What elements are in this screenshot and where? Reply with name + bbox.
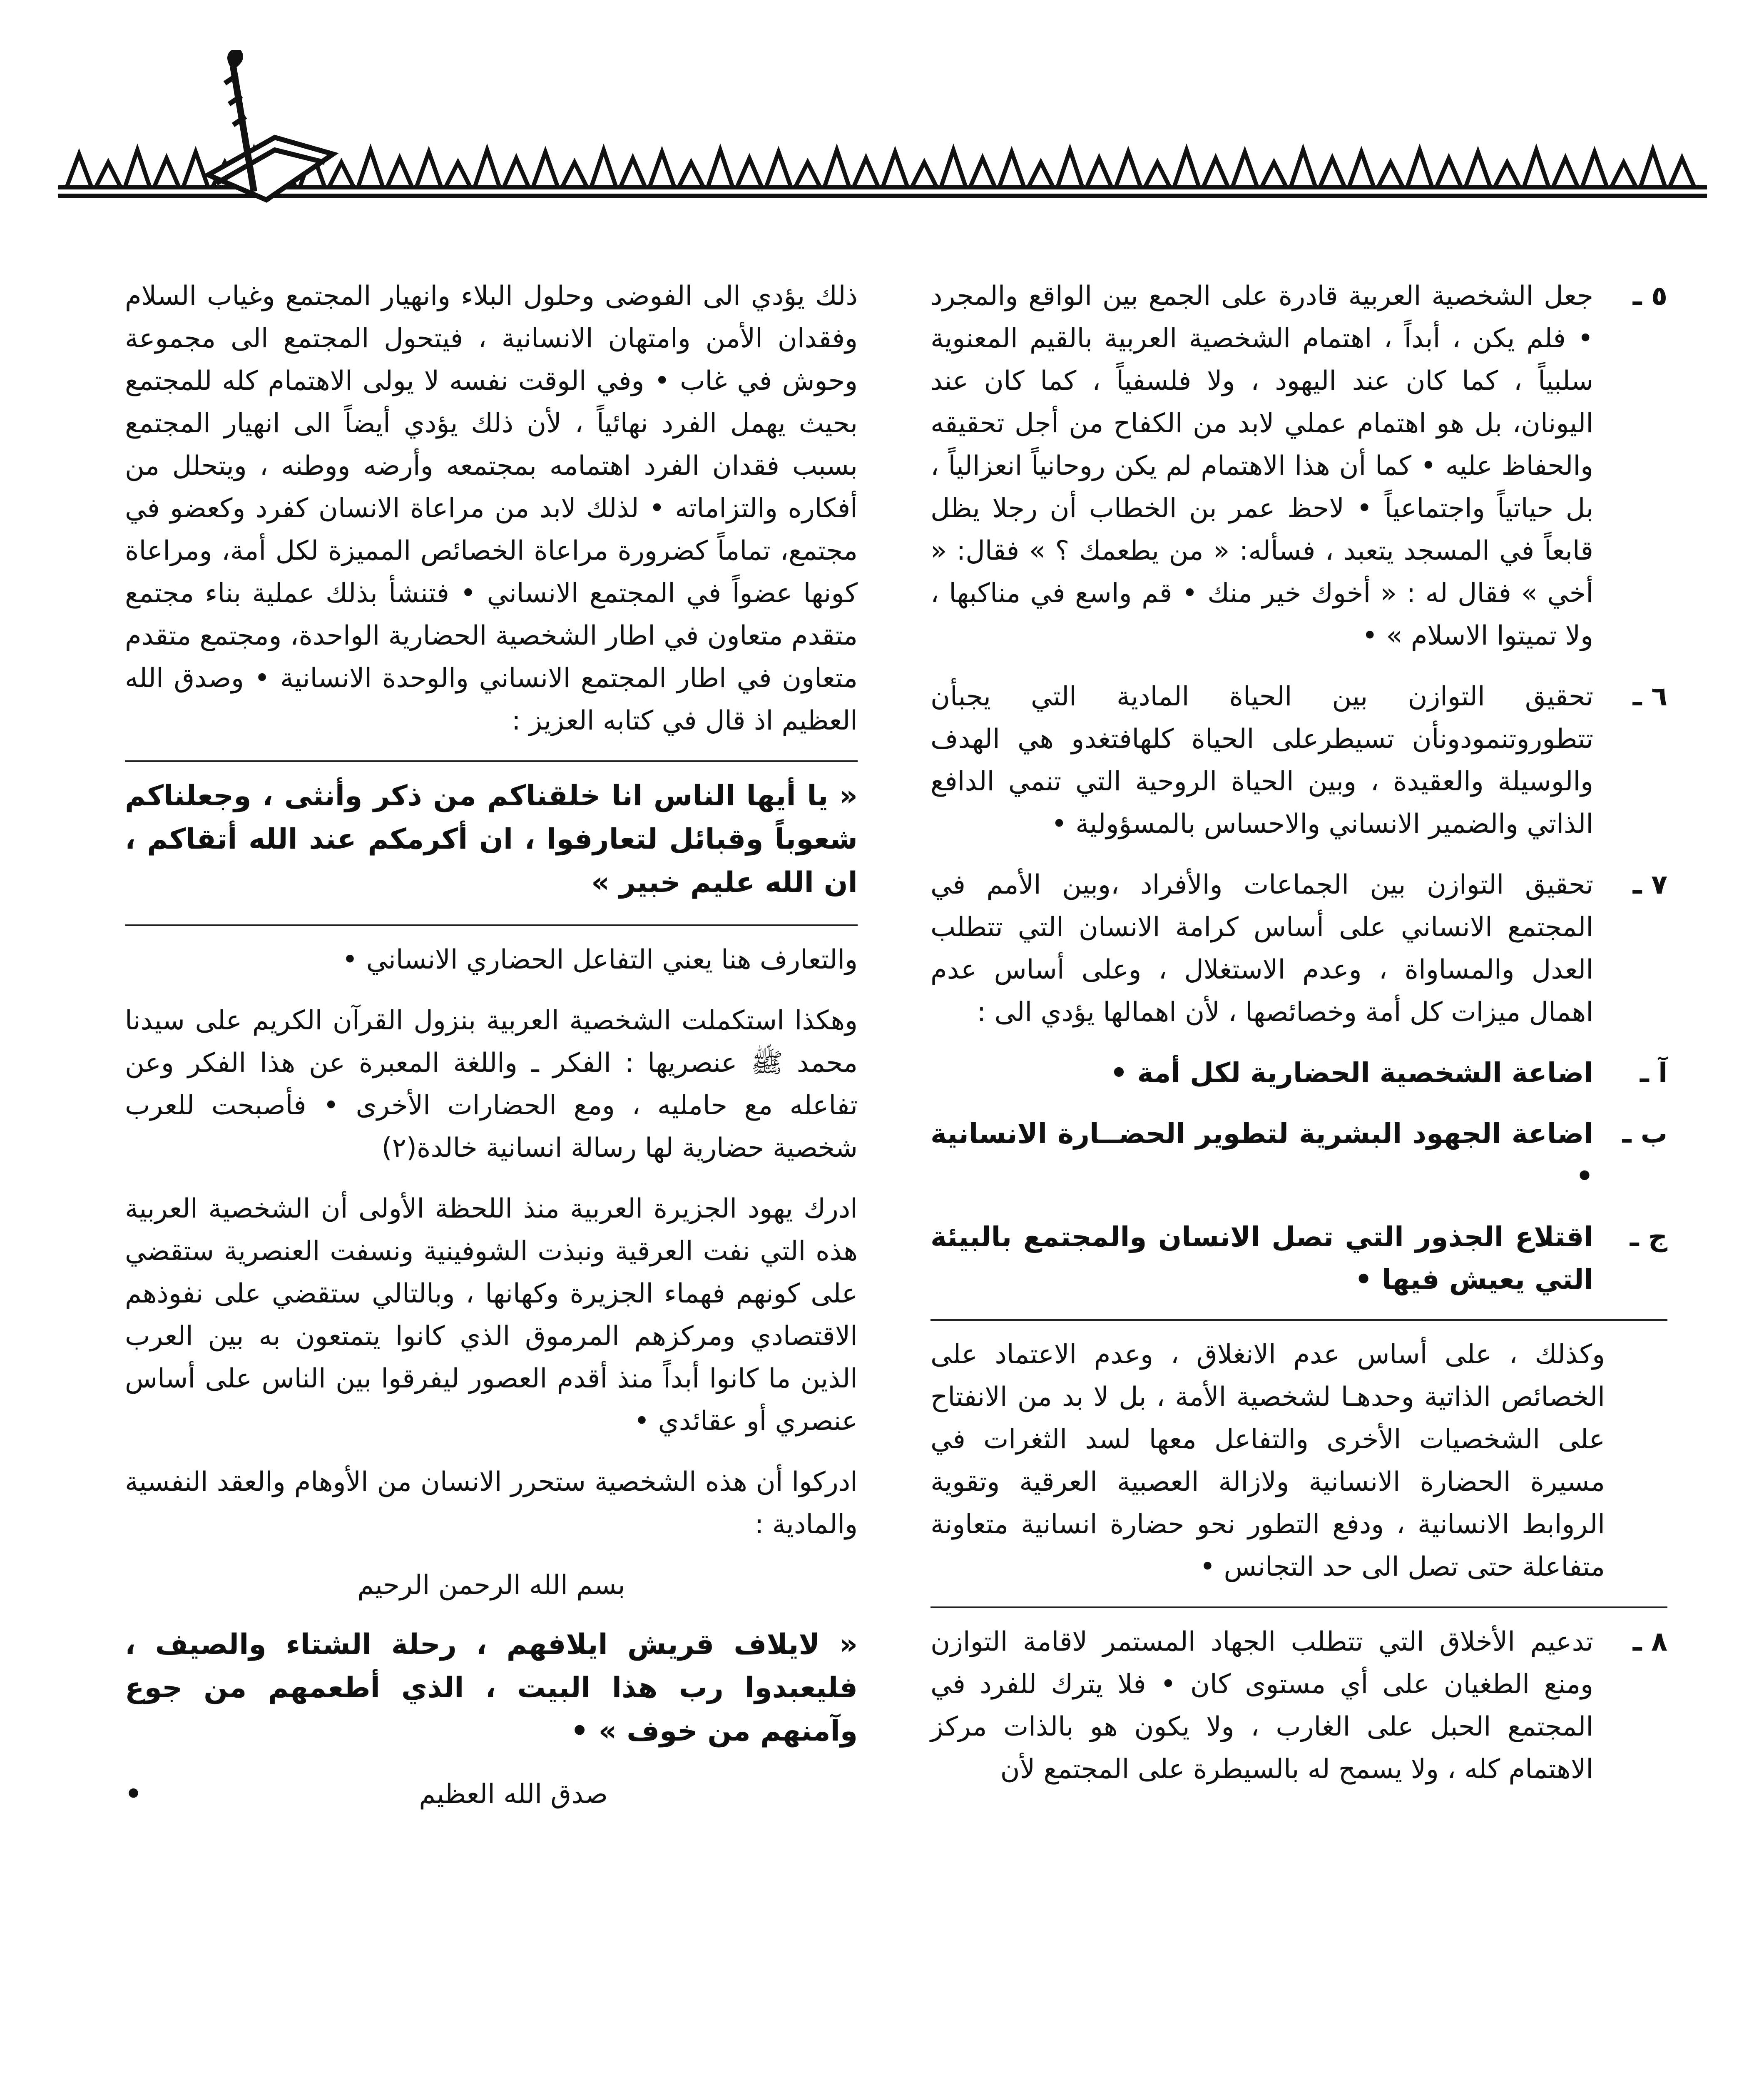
body-paragraph: وكذلك ، على أساس عدم الانغلاق ، وعدم الاعتماد على الخصائص الذاتية وحدهـا لشخصية الأمة ، بل لا بد من الانفتاح على الشخصيات الأخرى والتفاعل معها لسد الثغرات في مسيرة الحضارة الانسانية ولازالة العصبية العرقية وتقوية الروابط الانسانية ، ودفع التطور نحو حضارة انسانية متعاونة متفاعلة حتى تصل الى حد التجانس • (931, 1339, 1605, 1582)
item-marker: ج ـ (1630, 1222, 1667, 1253)
quran-verse: « لايلاف قريش ايلافهم ، رحلة الشتاء والصيف ، فليعبدوا رب هذا البيت ، الذي أطعمهم من جوع وآمنهم من خوف » • (125, 1628, 858, 1748)
book-pen-icon (208, 50, 333, 200)
header-ornament-graphic (58, 50, 1707, 225)
body-paragraph: ادركوا أن هذه الشخصية ستحرر الانسان من الأوهام والعقد النفسية والمادية : (125, 1467, 858, 1540)
right-column (931, 275, 1667, 2082)
sadaqa-text: صدق الله العظيم (419, 1779, 608, 1810)
list-item-5 (931, 275, 1667, 657)
sub-item-c (931, 1216, 1667, 1301)
item-text: اضاعة الشخصية الحضارية لكل أمة • (1110, 1057, 1593, 1089)
list-item-7 (931, 864, 1667, 1034)
item-marker: ٨ ـ (1632, 1626, 1667, 1657)
item-marker: آ ـ (1640, 1058, 1667, 1088)
body-paragraph: ادرك يهود الجزيرة العربية منذ اللحظة الأولى أن الشخصية العربية هذه التي نفت العرقية ونبذت الشوفينية ونسفت العنصرية ستقضي على كونهم فهماء الجزيرة وكهانها ، وبالتالي ستقضي على نفوذهم الاقتصادي ومركزهم المرموق الذي كانوا يتمتعون به بين العرب الذين ما كانوا أبداً منذ أقدم العصور ليفرقوا بين الناس على أساس عنصري أو عقائدي • (125, 1193, 858, 1437)
list-item-8 (931, 1621, 1667, 1791)
closing-line (125, 1773, 858, 1816)
list-item-6 (931, 675, 1667, 845)
body-paragraph: والتعارف هنا يعني التفاعل الحضاري الانساني • (342, 944, 858, 975)
item-marker: ب ـ (1622, 1118, 1667, 1149)
basmala: بسم الله الرحمن الرحيم (357, 1570, 625, 1601)
item-marker: ٧ ـ (1632, 869, 1667, 900)
body-paragraph: وهكذا استكملت الشخصية العربية بنزول القرآن الكريم على سيدنا محمد ﷺ عنصريها : الفكر ـ واللغة المعبرة عن هذا الفكر وعن تفاعله مع حامليه ، ومع الحضارات الأخرى • فأصبحت للعرب شخصية حضارية لها رسالة انسانية خالدة(٢) (125, 1005, 858, 1163)
header-ornament (58, 50, 1707, 225)
left-column (125, 275, 858, 2082)
section-divider (931, 1606, 1667, 1608)
item-marker: ٥ ـ (1632, 281, 1667, 311)
item-text: تدعيم الأخلاق التي تتطلب الجهاد المستمر لاقامة التوازن ومنع الطغيان على أي مستوى كان • فلا يترك للفرد في المجتمع الحبل على الغارب ، ولا يكون هو بالذات مركز الاهتمام كله ، ولا يسمح له بالسيطرة على المجتمع لأن (931, 1626, 1593, 1785)
item-text: جعل الشخصية العربية قادرة على الجمع بين الواقع والمجرد • فلم يكن ، أبداً ، اهتمام الشخصية العربية بالقيم المعنوية سلبياً ، كما كان عند اليهود ، ولا فلسفياً ، كما كان عند اليونان، بل هو اهتمام عملي لابد من الكفاح من أجل تحقيقه والحفاظ عليه • كما أن هذا الاهتمام لم يكن روحانياً انعزالياً ، بل حياتياً واجتماعياً • لاحظ عمر بن الخطاب أن رجلا يظل قابعاً في المسجد يتعبد ، فسأله: « من يطعمك ؟ » فقال: « أخي » فقال له : « أخوك خير منك • قم واسع في مناكبها ، ولا تميتوا الاسلام » • (931, 281, 1593, 651)
section-divider (931, 1319, 1667, 1321)
item-text: اضاعة الجهود البشرية لتطوير الحضــارة الانسانية • (931, 1118, 1593, 1192)
sub-item-b (931, 1113, 1667, 1198)
item-marker: ٦ ـ (1632, 681, 1667, 712)
section-divider (125, 924, 858, 926)
section-divider (125, 760, 858, 762)
sub-item-a (931, 1052, 1667, 1094)
end-dot: • (125, 1779, 142, 1810)
quran-verse: « يا أيها الناس انا خلقناكم من ذكر وأنثى ، وجعلناكم شعوباً وقبائل لتعارفوا ، ان أكرمكم عند الله أتقاكم ، ان الله عليم خبير » (125, 780, 858, 899)
item-text: تحقيق التوازن بين الجماعات والأفراد ،وبين الأمم في المجتمع الانساني على أساس كرامة الانسان التي تتطلب العدل والمساواة ، وعدم الاستغلال ، وعلى أساس عدم اهمال ميزات كل أمة وخصائصها ، لأن اهمالها يؤدي الى : (931, 869, 1593, 1028)
body-paragraph: ذلك يؤدي الى الفوضى وحلول البلاء وانهيار المجتمع وغياب السلام وفقدان الأمن وامتهان الانسانية ، فيتحول المجتمع الى مجموعة وحوش في غاب • وفي الوقت نفسه لا يولى الاهتمام كله للمجتمع بحيث يهمل الفرد نهائياً ، لأن ذلك يؤدي أيضاً الى انهيار المجتمع بسبب فقدان الفرد اهتمامه بمجتمعه وأرضه ووطنه ، ويتحلل من أفكاره والتزاماته • لذلك لابد من مراعاة الانسان كفرد وكعضو في مجتمع، تماماً كضرورة مراعاة الخصائص المميزة لكل أمة، ومراعاة كونها عضواً في المجتمع الانساني • فتنشأ بذلك عملية بناء مجتمع متقدم متعاون في اطار الشخصية الحضارية الواحدة، ومجتمع متقدم متعاون في اطار المجتمع الانساني والوحدة الانسانية • وصدق الله العظيم اذ قال في كتابه العزيز : (125, 281, 858, 736)
item-text: تحقيق التوازن بين الحياة المادية التي يجبأن تتطوروتنمودونأن تسيطرعلى الحياة كلهافتغدو هي الهدف والوسيلة والعقيدة ، وبين الحياة الروحية التي تنمي الدافع الذاتي والضمير الانساني والاحساس بالمسؤولية • (931, 681, 1593, 839)
item-text: اقتلاع الجذور التي تصل الانسان والمجتمع بالبيئة التي يعيش فيها • (931, 1221, 1593, 1295)
